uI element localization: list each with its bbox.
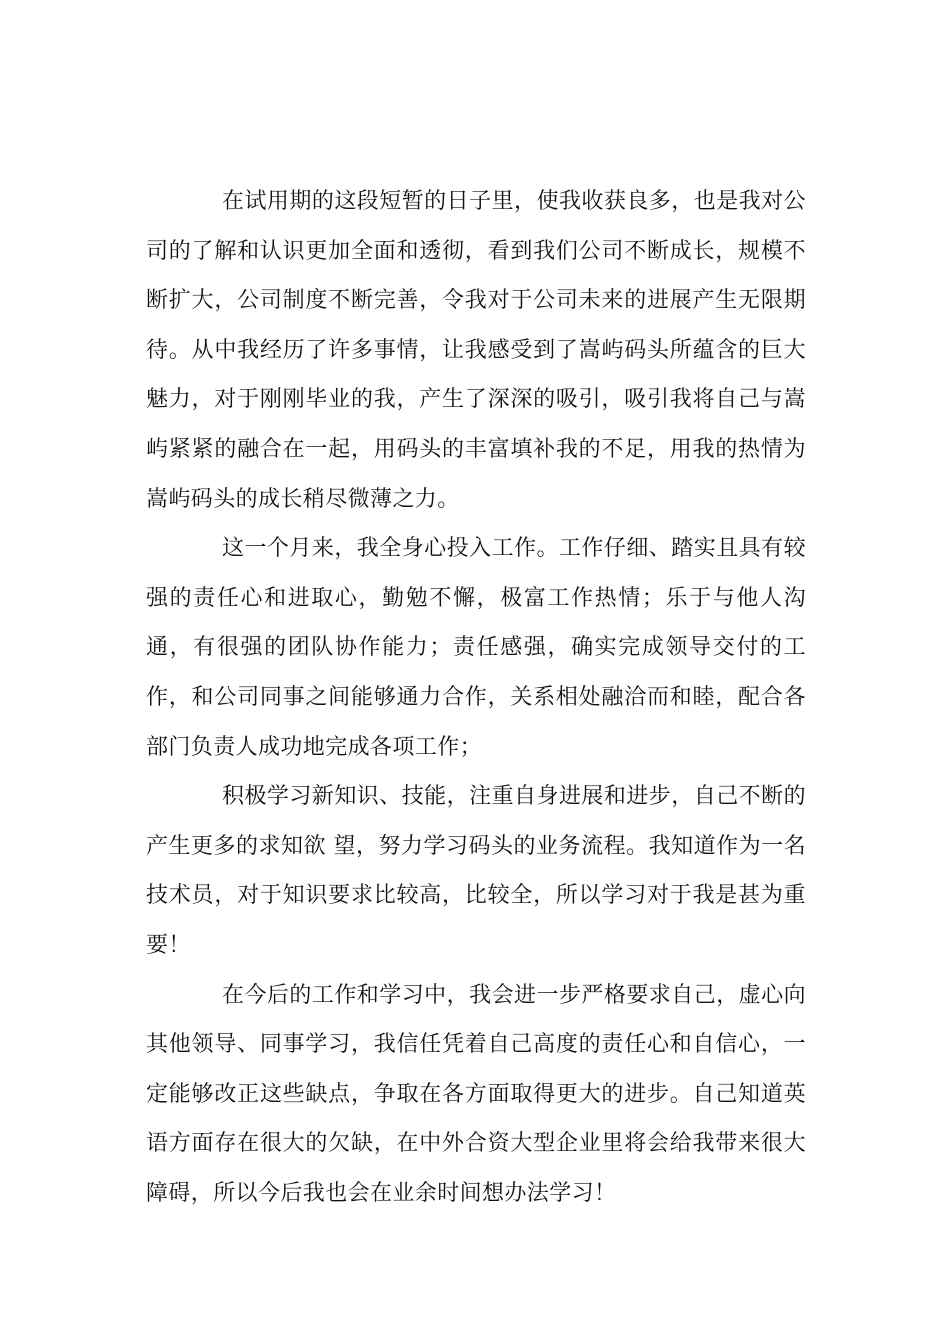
paragraph-4: 在今后的工作和学习中，我会进一步严格要求自己，虚心向其他领导、同事学习，我信任凭着自己高度的责任心和自信心，一定能够改正这些缺点，争取在各方面取得更大的进步。自己知道英语方面存在很大的欠缺，在中外合资大型企业里将会给我带来很大障碍，所以今后我也会在业余时间想办法学习！ bbox=[146, 982, 806, 1206]
paragraph-3: 积极学习新知识、技能，注重自身进展和进步，自己不断的产生更多的求知欲 望，努力学习码头的业务流程。我知道作为一名技术员，对于知识要求比较高，比较全，所以学习对于我是甚为重要！ bbox=[146, 784, 806, 958]
paragraph-2: 这一个月来，我全身心投入工作。工作仔细、踏实且具有较强的责任心和进取心，勤勉不懈，极富工作热情；乐于与他人沟通，有很强的团队协作能力；责任感强，确实完成领导交付的工作，和公司同事之间能够通力合作，关系相处融洽而和睦，配合各部门负责人成功地完成各项工作； bbox=[146, 536, 806, 760]
document-body bbox=[146, 177, 806, 1218]
paragraph-1: 在试用期的这段短暂的日子里，使我收获良多，也是我对公司的了解和认识更加全面和透彻，看到我们公司不断成长，规模不断扩大，公司制度不断完善，令我对于公司未来的进展产生无限期待。从中我经历了许多事情，让我感受到了嵩屿码头所蕴含的巨大魅力，对于刚刚毕业的我，产生了深深的吸引，吸引我将自己与嵩屿紧紧的融合在一起，用码头的丰富填补我的不足，用我的热情为嵩屿码头的成长稍尽微薄之力。 bbox=[146, 189, 806, 512]
